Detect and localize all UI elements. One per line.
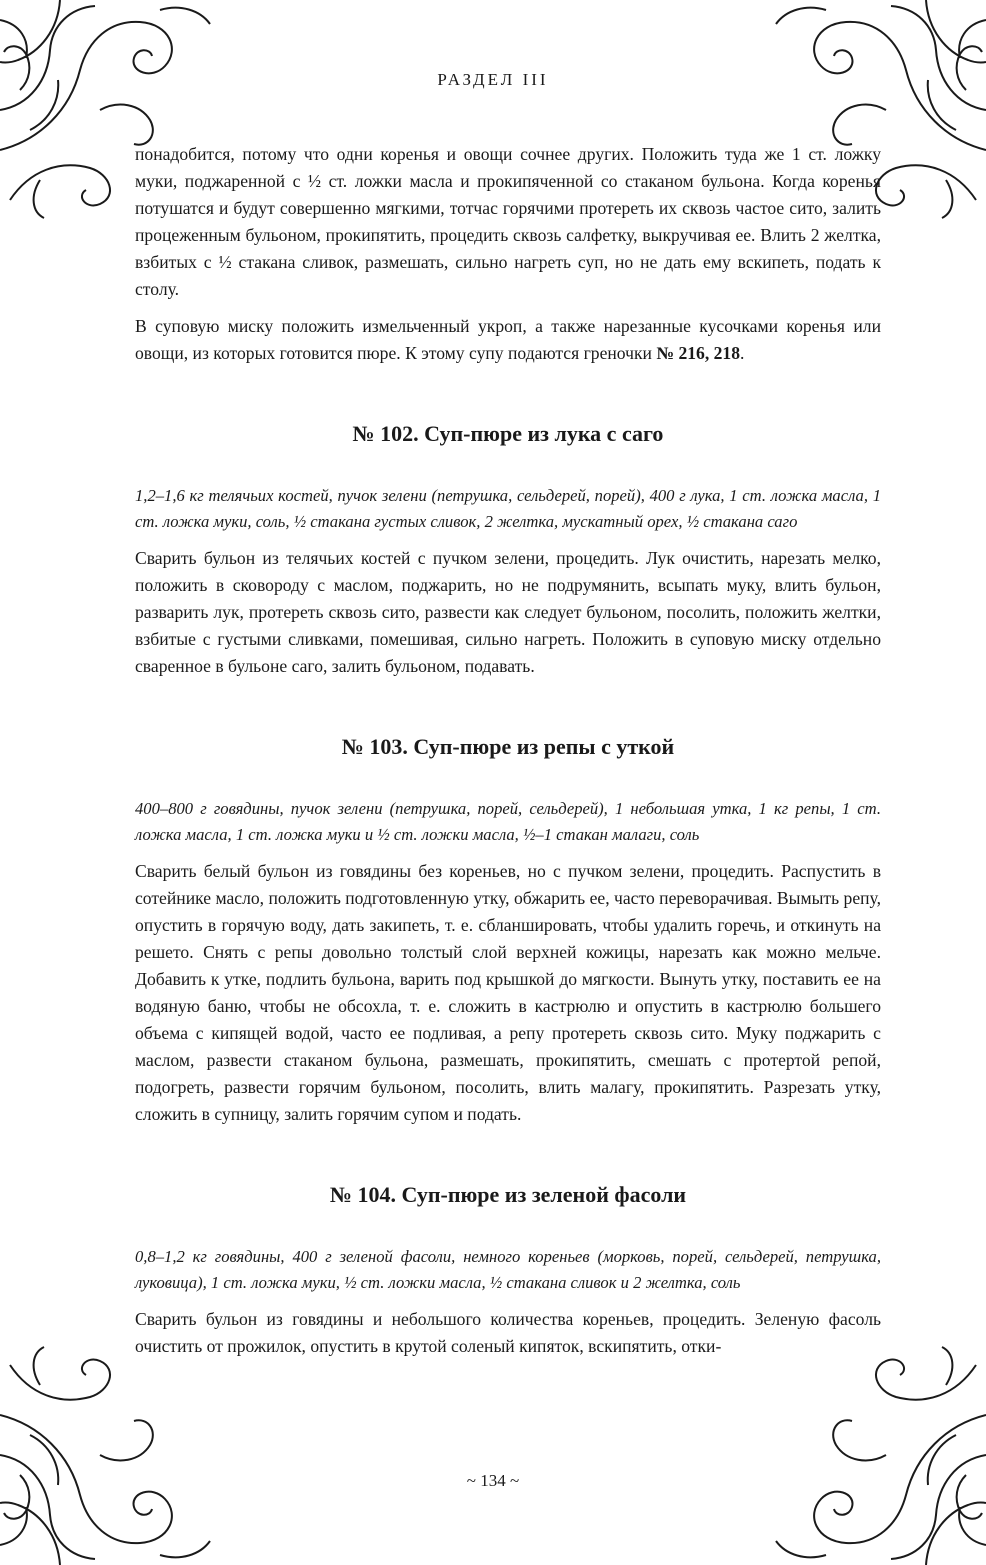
- recipe-title: № 102. Суп-пюре из лука с саго: [352, 421, 664, 446]
- floral-ornament-icon-bottom-left: [0, 1345, 220, 1565]
- recipe-102: [135, 419, 881, 680]
- intro-paragraph: понадобится, потому что одни коренья и овощи сочнее других. Положить туда же 1 ст. ложку муки, поджаренной с ½ ст. ложки масла и прокипяченной со стаканом бульона. Когда коренья потушатся и будут совершенно мягкими, тотчас горячими протереть их сквозь частое сито, залить процеженным бульоном, прокипятить, процедить сквозь салфетку, выкручивая ее. Влить 2 желтка, взбитых с ½ стакана сливок, размешать, сильно нагреть суп, но не дать ему вскипеть, подать к столу.: [135, 144, 881, 299]
- recipe-104: [135, 1180, 881, 1360]
- recipe-reference: № 216, 218: [656, 343, 741, 363]
- page-number: ~ 134 ~: [466, 1471, 520, 1490]
- recipe-instructions: Сварить бульон из говядины и небольшого количества кореньев, процедить. Зеленую фасоль очистить от прожилок, опустить в крутой соленый кипяток, вскипятить, отки-: [135, 1309, 881, 1356]
- page-body: [135, 141, 881, 1360]
- running-header: РАЗДЕЛ III: [437, 70, 549, 89]
- recipe-instructions: Сварить белый бульон из говядины без кореньев, но с пучком зелени, процедить. Распустить в сотейнике масло, положить подготовленную утку, обжарить ее, часто переворачивая. Вымыть репу, опустить в горячую воду, дать закипеть, т. е. сбланшировать, чтобы удалить горечь, и откинуть на решето. Снять с репы довольно толстый слой верхней кожицы, нарезать как можно мельче. Добавить к утке, подлить бульона, варить под крышкой до мягкости. Вынуть утку, поставить ее на водяную баню, чтобы не обсохла, т. е. сложить в кастрюлю и опустить в кастрюлю большего объема с кипящей водой, часто ее подливая, а репу протереть сквозь сито. Муку поджарить с маслом, развести стаканом бульона, размешать, прокипятить, смешать с протертой репой, подогреть, развести горячим бульоном, посолить, влить малагу, прокипятить. Разрезать утку, сложить в супницу, залить горячим супом и подать.: [135, 861, 881, 1124]
- recipe-title: № 104. Суп-пюре из зеленой фасоли: [329, 1182, 687, 1207]
- floral-ornament-icon-bottom-right: [766, 1345, 986, 1565]
- recipe-instructions: Сварить бульон из телячьих костей с пучком зелени, процедить. Лук очистить, нарезать мелко, положить в сковороду с маслом, поджарить, но не подрумянить, всыпать муку, влить бульон, разварить лук, протереть сквозь сито, развести как следует бульоном, посолить, положить желтки, взбитые с густыми сливками, помешивая, сильно нагреть. Положить в суповую миску отдельно сваренное в бульоне саго, залить бульоном, подавать.: [135, 548, 881, 676]
- recipe-ingredients: 1,2–1,6 кг телячьих костей, пучок зелени (петрушка, сельдерей, порей), 400 г лука, 1 ст. ложка масла, 1 ст. ложка муки, соль, ½ стакана густых сливок, 2 желтка, мускатный орех, ½ стакана саго: [135, 486, 881, 531]
- recipe-103: [135, 732, 881, 1128]
- recipe-title: № 103. Суп-пюре из репы с уткой: [341, 734, 675, 759]
- serving-text: В суповую миску положить измельченный укроп, а также нарезанные кусочками коренья или овощи, из которых готовится пюре. К этому супу подаются греночки: [135, 316, 881, 363]
- intro-serving-paragraph: [135, 313, 881, 367]
- recipe-ingredients: 400–800 г говядины, пучок зелени (петрушка, порей, сельдерей), 1 небольшая утка, 1 кг репы, 1 ст. ложка масла, 1 ст. ложка муки и ½ ст. ложки масла, ½–1 стакан малаги, соль: [135, 799, 881, 844]
- intro-block: [135, 141, 881, 367]
- recipe-ingredients: 0,8–1,2 кг говядины, 400 г зеленой фасоли, немного кореньев (морковь, порей, сельдерей, петрушка, луковица), 1 ст. ложка муки, ½ ст. ложки масла, ½ стакана сливок и 2 желтка, соль: [135, 1247, 881, 1292]
- serving-text-end: .: [740, 343, 745, 363]
